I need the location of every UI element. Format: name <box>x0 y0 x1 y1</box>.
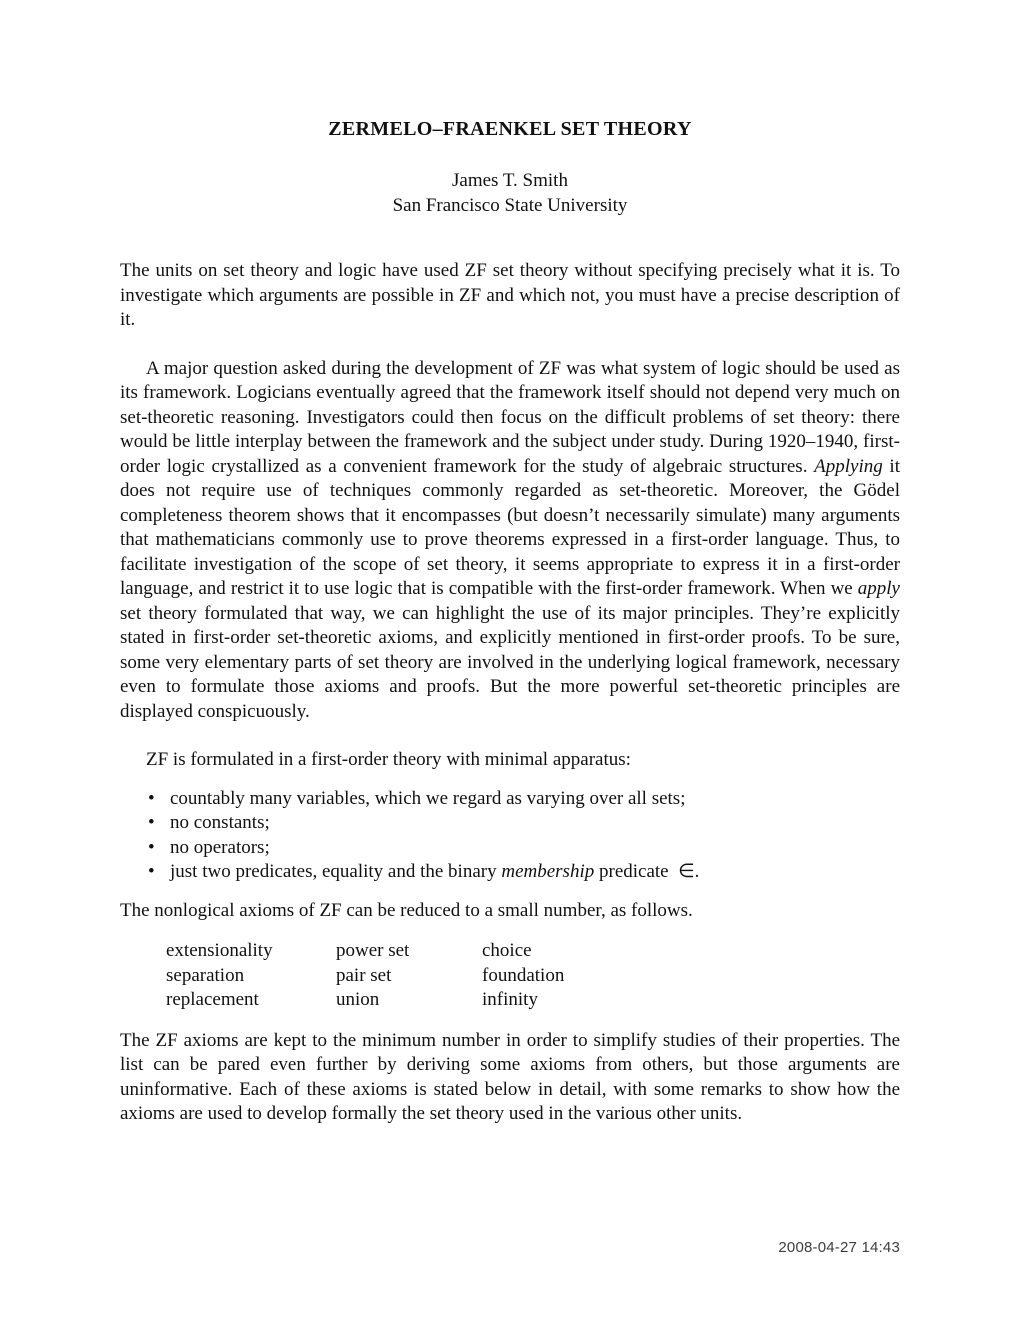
paragraph-nonlogical: The nonlogical axioms of ZF can be reduced to a small number, as follows. <box>120 899 693 921</box>
bullet-icon: • <box>148 836 155 858</box>
list-item: • countably many variables, which we regard as varying over all sets; <box>148 787 900 812</box>
axiom-cell: power set <box>336 940 410 961</box>
axiom-cell: pair set <box>336 964 392 986</box>
bullet-icon: • <box>148 861 155 882</box>
apparatus-list <box>148 787 900 885</box>
footer-timestamp: 2008-04-27 14:43 <box>778 1239 900 1256</box>
axiom-cell: replacement <box>166 989 259 1010</box>
paragraph-intro: The units on set theory and logic have used ZF set theory without specifying precisely what it is. To investigate which arguments are possible in ZF and which not, you must have a precise description of it. <box>120 260 900 330</box>
axiom-cell: union <box>336 989 380 1010</box>
list-item: • just two predicates, equality and the binary membership predicate ∈. <box>148 860 900 885</box>
list-item: • no operators; <box>148 836 900 861</box>
list-item: • no constants; <box>148 811 900 836</box>
bullet-icon: • <box>148 812 155 833</box>
paragraph-closing: The ZF axioms are kept to the minimum number in order to simplify studies of their properties. The list can be pared even further by deriving some axioms from others, but those arguments are uninformative. Each of these axioms is stated below in detail, with some remarks to show how the axioms are used to develop formally the set theory used in the various other units. <box>120 1029 900 1124</box>
author-name: James T. Smith <box>452 170 568 191</box>
italic-term: Applying <box>814 455 883 477</box>
page-title: ZERMELO–FRAENKEL SET THEORY <box>328 118 692 140</box>
author-affiliation: San Francisco State University <box>392 194 628 216</box>
author-block <box>120 169 900 218</box>
paragraph-apparatus: ZF is formulated in a first-order theory with minimal apparatus: <box>146 749 631 770</box>
bullet-icon: • <box>148 787 155 809</box>
document-body <box>120 259 900 1127</box>
axiom-cell: choice <box>482 940 532 961</box>
italic-term: apply <box>857 578 900 599</box>
axiom-cell: separation <box>166 964 245 986</box>
axiom-cell: infinity <box>482 989 538 1010</box>
axiom-table <box>166 939 900 1013</box>
italic-term: membership <box>501 861 595 882</box>
paragraph-logic: A major question asked during the development of ZF was what system of logic should be used as its framework. Logicians eventually agreed that the framework itself should not depend very much on set-theoretic reasoning. Investigators could then focus on the difficult problems of set theory: there would be little interplay between the framework and the subject under study. During 1920–1940, first-order logic crystallized as a convenient framework for the study of algebraic structures. Applying it does not require use of techniques commonly regarded as set-theoretic. Moreover, the Gödel completeness theorem shows that it encompasses (but doesn’t necessarily simulate) many arguments that mathematicians commonly use to prove theorems expressed in a first-order language. Thus, to facilitate investigation of the scope of set theory, it seems appropriate to express it in a first-order language, and restrict it to use logic that is compatible with the first-order framework. When we apply set theory formulated that way, we can highlight the use of its major principles. They’re explicitly stated in first-order set-theoretic axioms, and explicitly mentioned in first-order proofs. To be sure, some very elementary parts of set theory are involved in the underlying logical framework, necessary even to formulate those axioms and proofs. But the more powerful set-theoretic principles are displayed conspicuously. <box>120 357 900 722</box>
axiom-cell: foundation <box>482 964 565 986</box>
axiom-cell: extensionality <box>166 940 273 961</box>
